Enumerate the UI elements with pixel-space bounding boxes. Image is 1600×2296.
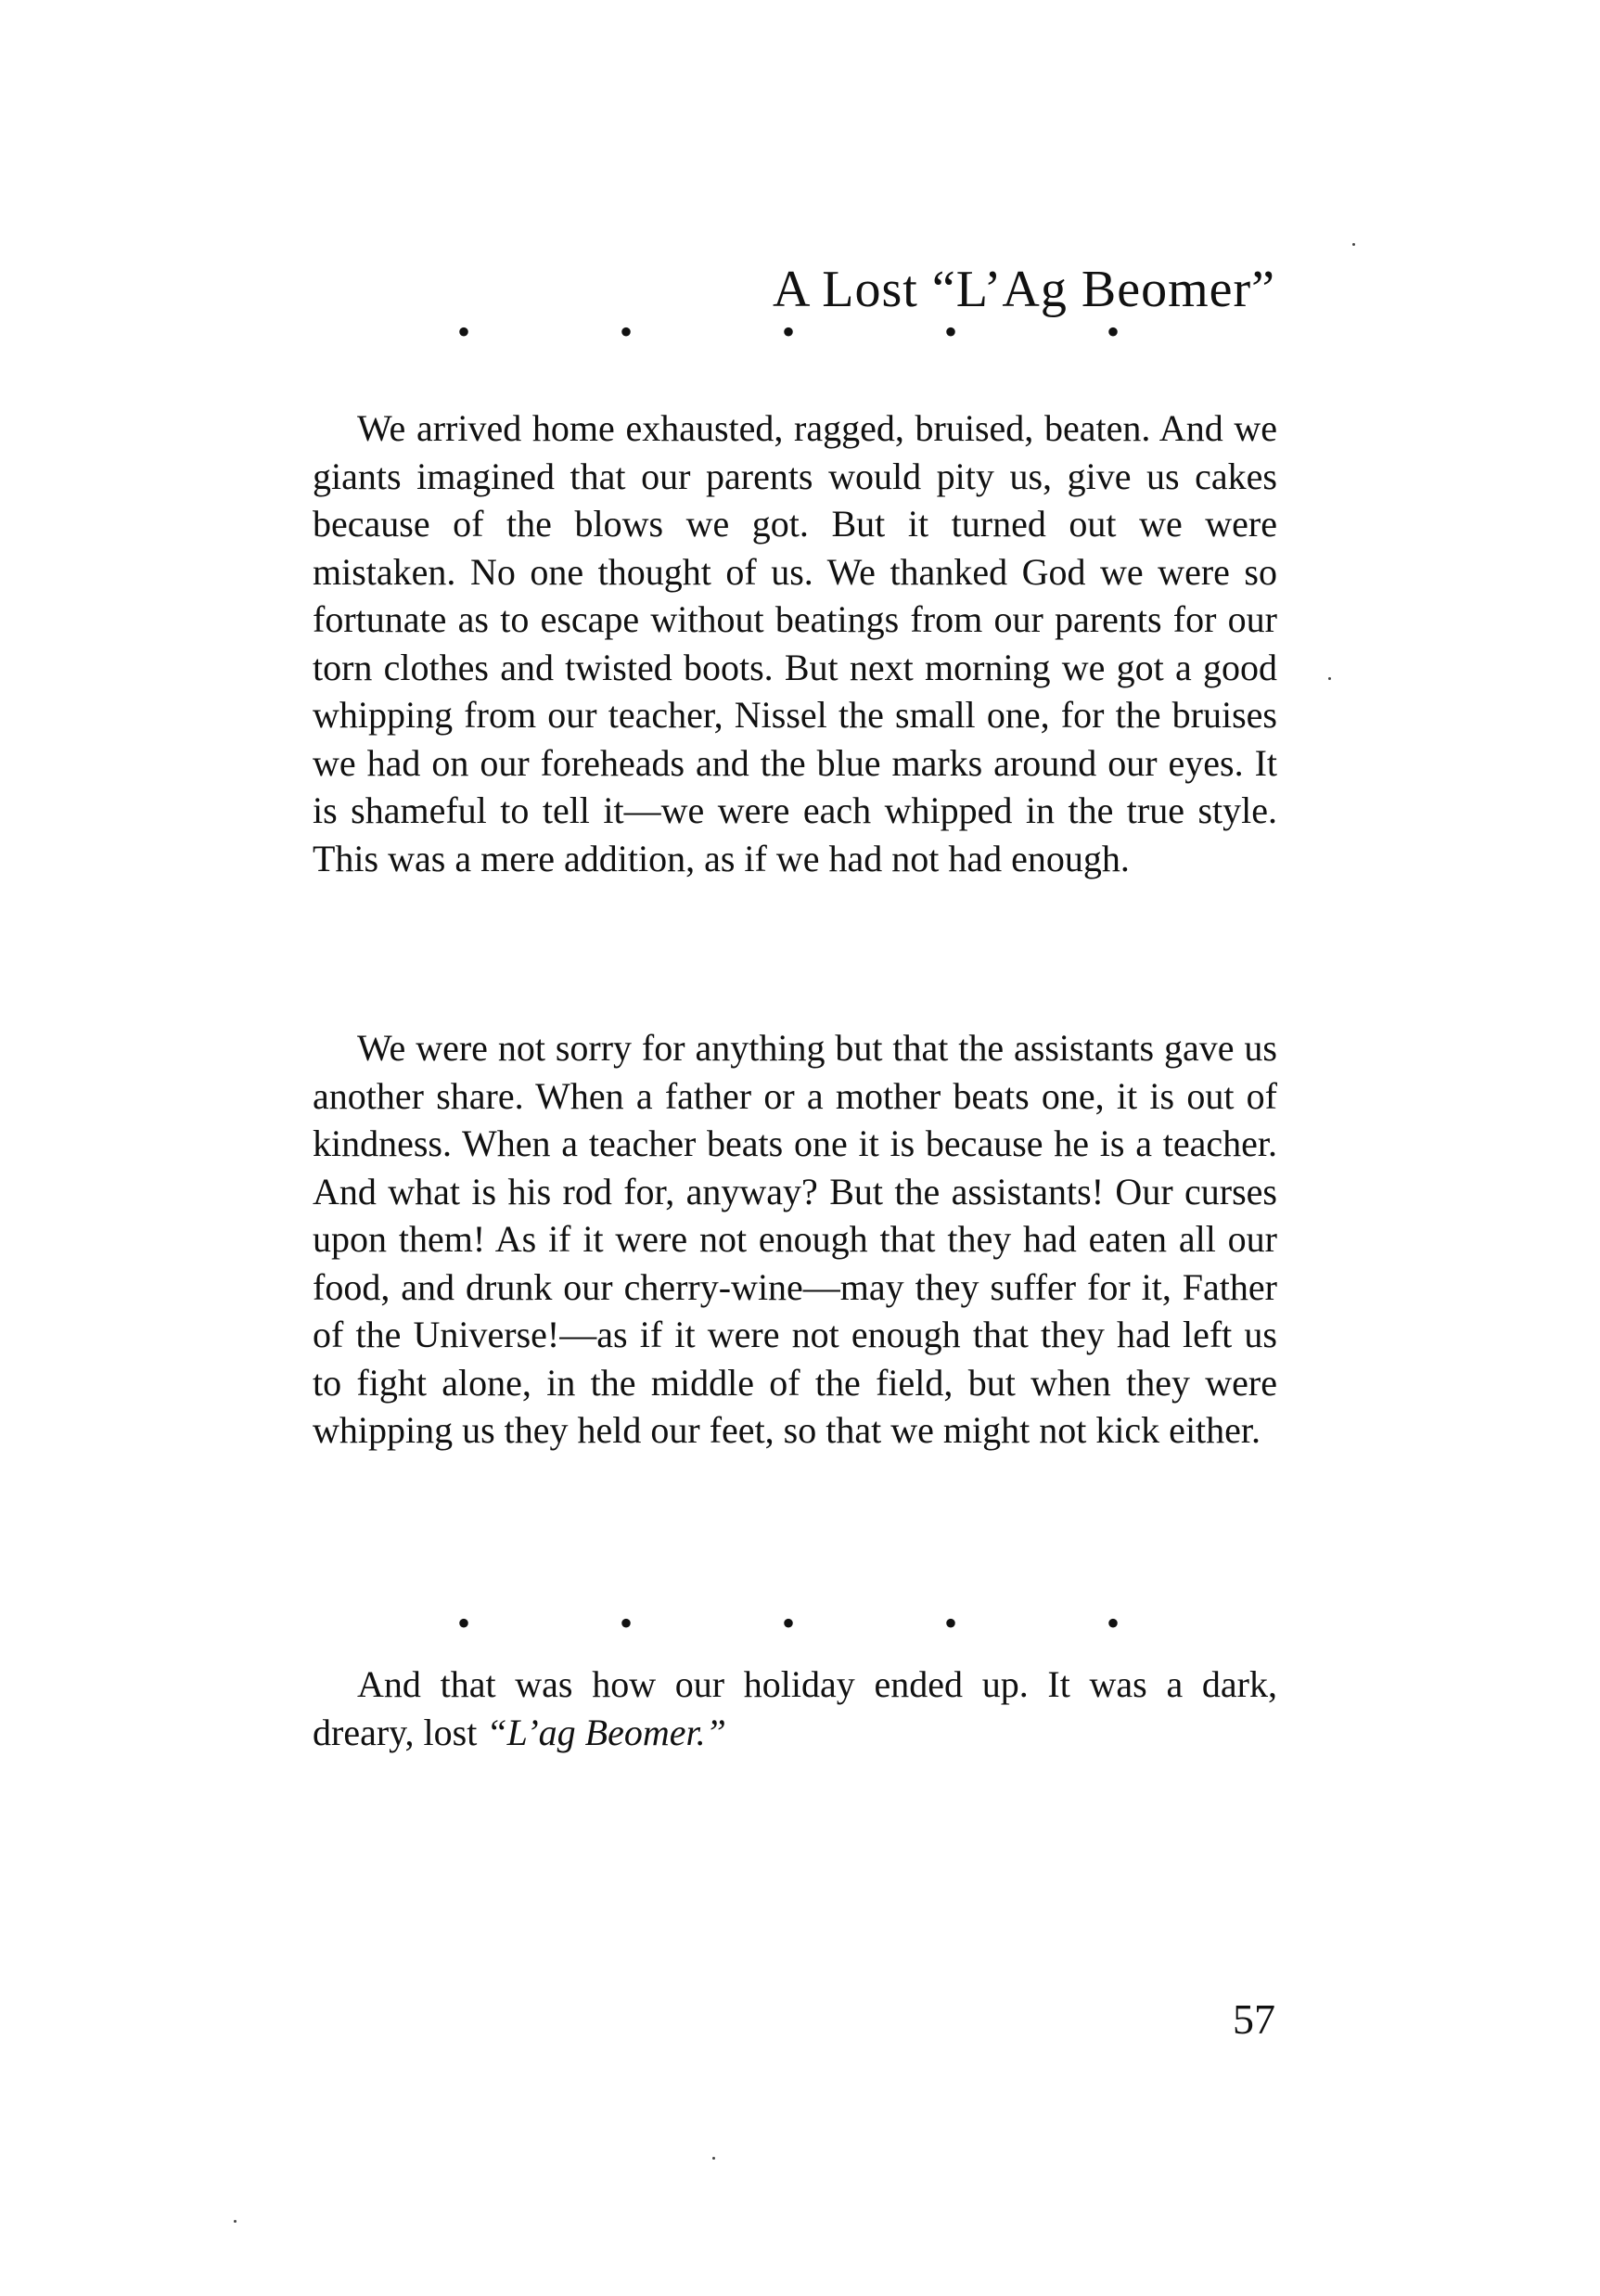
paragraph-1: We arrived home exhausted, ragged, bruised, beaten. And we giants imagined that our parents would pity us, give us cakes because of the blows we got. But it turned out we were mistaken. No one thought of us. We thanked God we were so fortunate as to escape without beatings from our parents for our torn clothes and twisted boots. But next morning we got a good whipping from our teacher, Nissel the small one, for the bruises we had on our foreheads and the blue marks around our eyes. It is shameful to tell it—we were each whipped in the true style. This was a mere addition, as if we had not had enough.: [313, 407, 1277, 879]
scan-speck: [1352, 243, 1355, 246]
section-break-top: [454, 311, 1122, 353]
section-break-bottom: [454, 1602, 1122, 1644]
page-number: 57: [1233, 1995, 1275, 2043]
section-break-dot: •: [781, 1602, 795, 1644]
section-break-dot: •: [1106, 311, 1120, 353]
section-break-dot: •: [456, 1602, 470, 1644]
scan-speck: [1328, 677, 1331, 680]
section-break-dot: •: [943, 311, 957, 353]
section-break-dot: •: [1106, 1602, 1120, 1644]
section-break-dot: •: [619, 1602, 633, 1644]
scan-speck: [712, 2157, 715, 2160]
paragraph-2: We were not sorry for anything but that the assistants gave us another share. When a father or a mother beats one, it is out of kindness. When a teacher beats one it is because he is a teacher. And what is his rod for, anyway? But the assistants! Our curses upon them! As if it were not enough that they had eaten all our food, and drunk our cherry-wine—may they suffer for it, Father of the Universe!—as if it were not enough that they had left us to fight alone, in the middle of the field, but when they were whipping us they held our feet, so that we might not kick either.: [313, 1027, 1277, 1451]
paragraph-3: [313, 1661, 1277, 1756]
scan-speck: [234, 2220, 237, 2223]
section-break-dot: •: [619, 311, 633, 353]
paragraph-3-emphasis: “L’ag Beomer.”: [486, 1711, 726, 1753]
section-break-dot: •: [781, 311, 795, 353]
section-break-dot: •: [456, 311, 470, 353]
chapter-title: A Lost “L’Ag Beomer”: [772, 261, 1275, 318]
section-break-dot: •: [943, 1602, 957, 1644]
paragraph-3-text: And that was how our holiday ended up. It was a dark, dreary, lost: [313, 1663, 1277, 1753]
